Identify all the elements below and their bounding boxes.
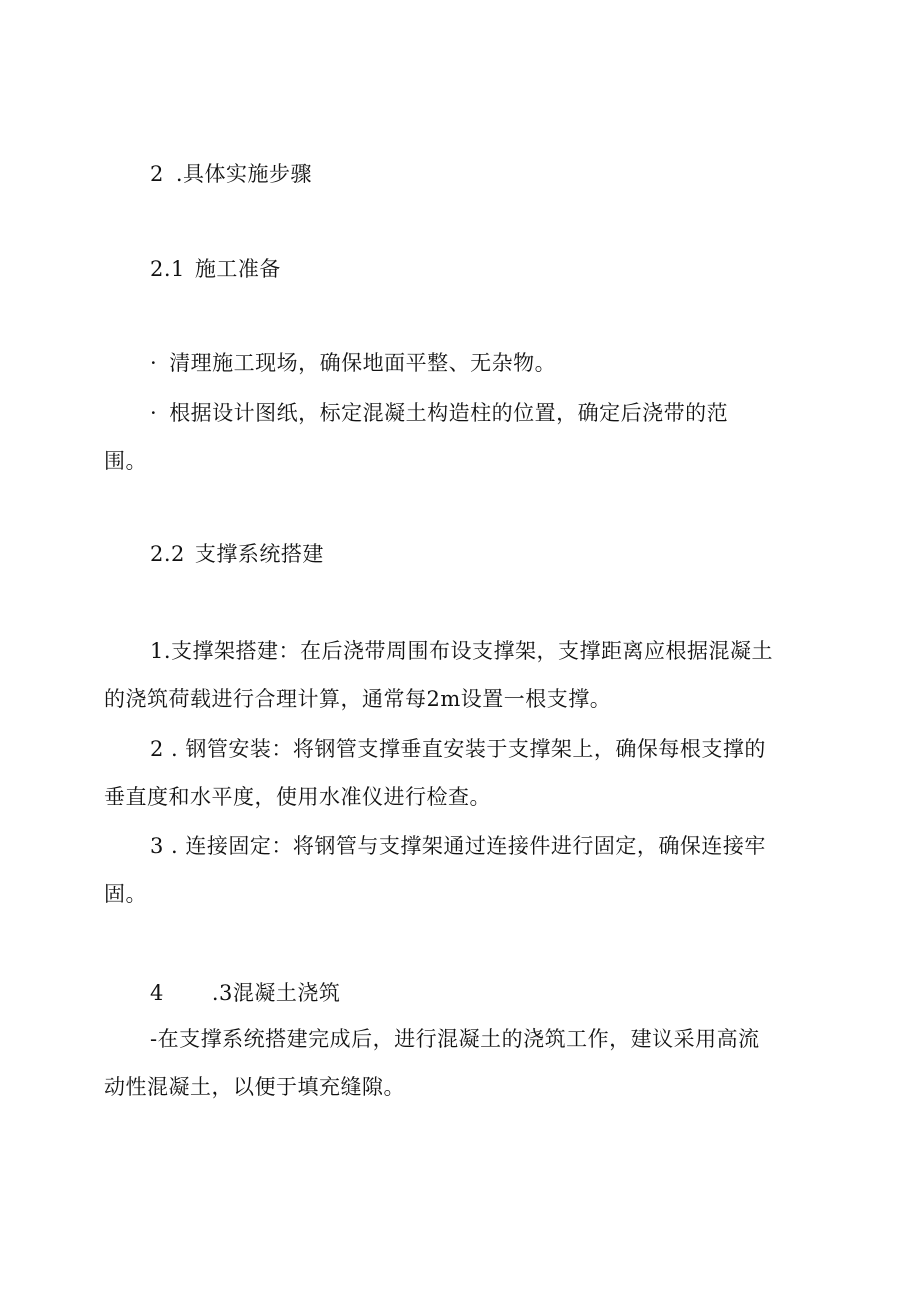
step-line: 固。: [104, 882, 147, 906]
step-line: 垂直度和水平度，使用水准仪进行检查。: [104, 785, 491, 809]
bullet-marker: ·: [150, 401, 158, 425]
bullet-text-line1: 根据设计图纸，标定混凝土构造柱的位置，确定后浇带的范: [169, 401, 729, 425]
bullet-continuation: 围。: [104, 449, 147, 473]
section-2-title: .具体实施步骤: [175, 162, 313, 186]
step-line: 1.支撑架搭建：在后浇带周围布设支撑架，支撑距离应根据混凝土: [150, 639, 774, 663]
section-2-1-number: 2.1: [150, 257, 185, 281]
section-2-2-title: 支撑系统搭建: [194, 542, 324, 566]
section-2-number: 2: [150, 162, 164, 186]
section-2-heading: [150, 160, 312, 188]
section-2-2-heading: [150, 540, 324, 568]
section-2-3-heading: [150, 979, 340, 1007]
section-2-3-title: .3混凝土浇筑: [211, 981, 341, 1005]
step-line: 3 . 连接固定：将钢管与支撑架通过连接件进行固定，确保连接牢: [150, 834, 766, 858]
bullet-item: [150, 399, 728, 427]
paragraph-line: -在支撑系统搭建完成后，进行混凝土的浇筑工作，建议采用高流: [150, 1027, 760, 1051]
step-line: 2 . 钢管安装：将钢管支撑垂直安装于支撑架上，确保每根支撑的: [150, 737, 766, 761]
section-2-1-heading: [150, 255, 281, 283]
bullet-item: [150, 349, 556, 377]
section-2-3-number: 4: [150, 981, 164, 1005]
bullet-marker: ·: [150, 351, 158, 375]
section-2-2-number: 2.2: [150, 542, 185, 566]
paragraph-line: 动性混凝土，以便于填充缝隙。: [104, 1075, 405, 1099]
step-line: 的浇筑荷载进行合理计算，通常每2m设置一根支撑。: [104, 687, 612, 711]
bullet-text: 清理施工现场，确保地面平整、无杂物。: [169, 351, 557, 375]
section-2-1-title: 施工准备: [194, 257, 281, 281]
